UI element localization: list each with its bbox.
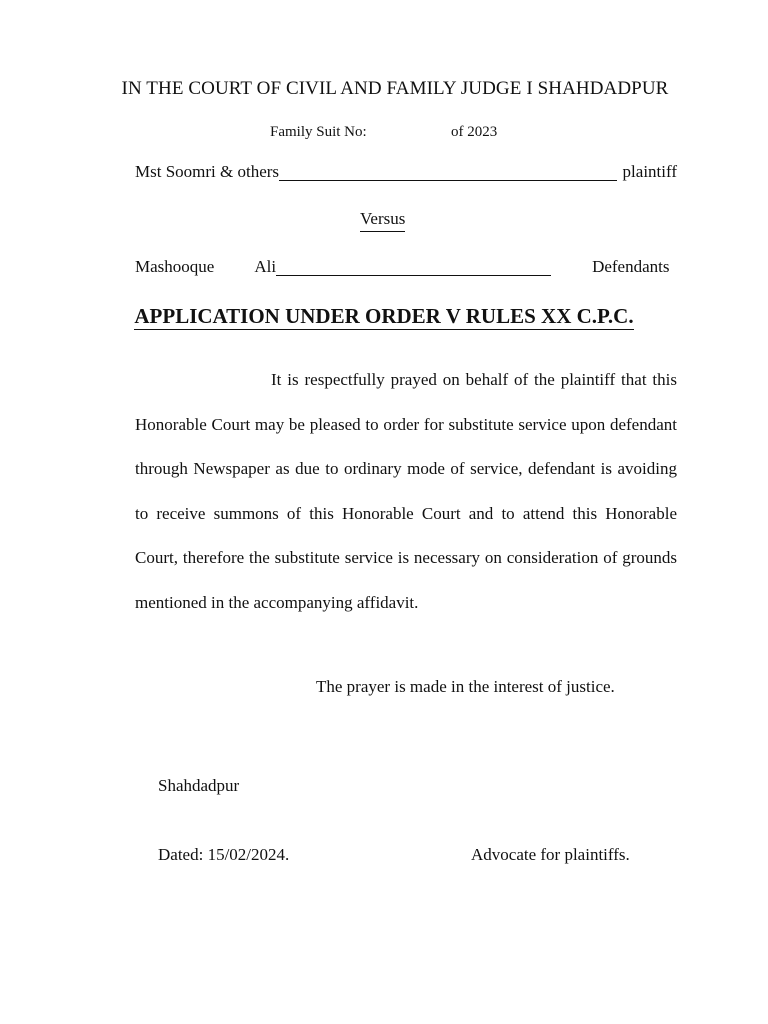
suit-year: of 2023	[451, 124, 498, 140]
court-title: IN THE COURT OF CIVIL AND FAMILY JUDGE I SHAHDADPUR	[121, 78, 669, 99]
plaintiff-role: plaintiff	[622, 162, 677, 181]
suit-number-label: Family Suit No:	[270, 124, 367, 140]
prayer-statement: The prayer is made in the interest of justice.	[316, 677, 615, 696]
plaintiff-line	[135, 162, 677, 182]
versus-label: Versus	[360, 209, 405, 232]
defendant-role: Defendants	[592, 257, 670, 276]
date-line: Dated: 15/02/2024.	[158, 845, 290, 864]
defendant-line	[135, 257, 677, 277]
signatory: Advocate for plaintiffs.	[471, 845, 630, 864]
plaintiff-blank-line	[279, 166, 617, 181]
defendant-blank-line	[276, 261, 551, 276]
application-body: It is respectfully prayed on behalf of the plaintiff that this Honorable Court may be pleased to order for substitute service upon defendant through Newspaper as due to ordinary mode of service, defendant is avoiding to receive summons of this Honorable Court and to attend this Honorable Court, therefore the substitute service is necessary on consideration of grounds mentioned in the accompanying affidavit.	[135, 370, 677, 612]
application-heading	[0, 304, 768, 329]
plaintiff-name: Mst Soomri & others	[135, 162, 280, 181]
place: Shahdadpur	[158, 776, 240, 795]
defendant-last-name: Ali	[254, 257, 277, 276]
application-heading-text: APPLICATION UNDER ORDER V RULES XX C.P.C.	[134, 304, 634, 328]
defendant-first-name: Mashooque	[135, 257, 215, 276]
